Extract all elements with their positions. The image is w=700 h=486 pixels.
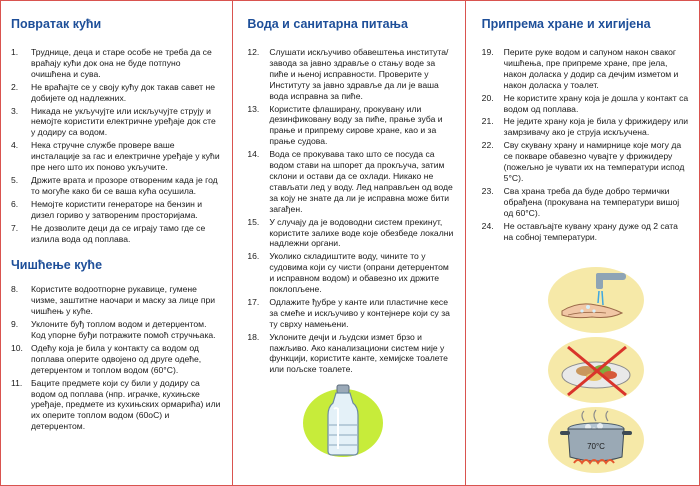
- list-item-text: Сва храна треба да буде добро термички обрађена (прокувана на температури вишој од 60°C).: [503, 185, 680, 218]
- column-water-sanitation: [233, 1, 465, 485]
- list-item: [11, 223, 222, 245]
- heading-returning-home: Повратак кући: [11, 17, 102, 31]
- list-item-number: 8.: [11, 284, 19, 295]
- list-item: [482, 116, 689, 138]
- list-item: [11, 319, 222, 341]
- list-item-number: 12.: [247, 47, 260, 57]
- list-item: [11, 140, 222, 173]
- list-item-number: 11.: [11, 377, 23, 388]
- list-item-number: 16.: [247, 251, 260, 262]
- list-item: [11, 47, 222, 80]
- list-item-text: Не остављајте кувану храну дуже од 2 сата на собној температури.: [503, 220, 678, 242]
- list-item-number: 10.: [11, 342, 23, 353]
- list-item: [11, 378, 222, 433]
- list-item: [247, 332, 454, 376]
- list-food-hygiene: [482, 47, 689, 242]
- list-item-number: 15.: [247, 216, 260, 227]
- list-item-text: Одлажите ђубре у канте или пластичне кесе за смеће и искључиво у контејнере који су за ту сврху намењени.: [269, 296, 450, 329]
- list-item-text: Не враћајте се у своју кућу док такав савет не добијете од надлежних.: [31, 81, 216, 103]
- list-item-text: Баците предмете који су били у додиру са водом од поплава (нпр. играчке, кухињске уређаје, предмете из кухињских ормарића) или их оперите топлом водом (60оС) и детерџентом.: [31, 377, 221, 432]
- list-item-text: Труднице, деца и старе особе не треба да се враћају кући док она не буде потпуно очишћена и сува.: [31, 47, 212, 79]
- list-item: [11, 106, 222, 139]
- cooking-pot-icon: [548, 407, 644, 473]
- list-item: [482, 140, 689, 184]
- list-item-text: Не користите храну која је дошла у контакт са водом од поплава.: [503, 92, 689, 114]
- hygiene-illustrations: [548, 267, 652, 477]
- list-item: [482, 47, 689, 91]
- list-item: [247, 217, 454, 250]
- list-returning-home: [11, 47, 222, 244]
- list-item-text: У случају да је водоводни систем прекинут, користите залихе воде које обезбеде локални надлежни органи.: [269, 216, 454, 249]
- list-house-cleaning: [11, 284, 222, 432]
- list-item-number: 21.: [481, 116, 494, 127]
- list-item: [247, 251, 454, 295]
- handwashing-icon: [548, 267, 644, 333]
- list-item-text: Не једите храну која је била у фрижидеру или замрзивачу ако је струја искључена.: [503, 116, 689, 138]
- list-water-sanitation: [247, 47, 454, 375]
- column-returning-home: [1, 1, 233, 485]
- list-item-number: 19.: [481, 47, 494, 57]
- list-item-number: 5.: [11, 174, 19, 185]
- list-item: [247, 149, 454, 214]
- list-item-text: Никада не укључујте или искључујте струју и немојте користити електричне уређаје док сте у додиру са водом.: [31, 105, 216, 138]
- list-item-number: 20.: [481, 92, 494, 103]
- list-item: [11, 284, 222, 317]
- list-item-number: 17.: [247, 296, 260, 307]
- list-item-text: Користите флаширану, прокувану или дезинфиковану воду за пиће, прање зуба и прање и припрему сирове хране, као и за прање судова.: [269, 103, 443, 147]
- list-item-text: Сву скувану храну и намирнице које могу да се покваре обавезно чувајте у фрижидеру (пожељно је чувати их на температури испод 5°C).: [503, 140, 685, 183]
- list-item-text: Уколико складиштите воду, чините то у судовима који су чисти (опрани детерџентом и исправном водом) и обавезно их држите поклопљене.: [269, 251, 449, 295]
- list-item-text: Немојте користити генераторе на бензин и дизел гориво у затвореним просторијама.: [31, 198, 203, 220]
- list-item: [482, 93, 689, 115]
- water-bottle-icon: [301, 377, 385, 461]
- list-item-number: 18.: [247, 331, 260, 342]
- list-item-text: Слушати искључиво обавештења института/завода за јавно здравље о стању воде за пиће и њеној исправности. Проверите у Институту за јавно здравље да ли је ваша вода исправна за пиће.: [269, 47, 449, 101]
- list-item: [11, 343, 222, 376]
- list-item-text: Одећу која је била у контакту са водом од поплава оперите одвојено од друге одеће, детерџентом и топлом водом (60°C).: [31, 342, 202, 375]
- list-item-number: 3.: [11, 105, 19, 116]
- list-item-number: 23.: [481, 185, 494, 196]
- pot-temperature-label: 70°C: [586, 442, 605, 451]
- list-item: [11, 175, 222, 197]
- list-item-number: 22.: [481, 140, 494, 151]
- heading-food-hygiene: Припрема хране и хигијена: [481, 17, 651, 31]
- list-item-text: Уклоните буђ топлом водом и детерџентом. Код упорне буђи потражите помоћ стручњака.: [31, 319, 216, 341]
- list-item: [247, 297, 454, 330]
- list-item-text: Не дозволите деци да се играју тамо где се излила вода од поплава.: [31, 222, 206, 244]
- list-item-text: Вода се прокувава тако што се посуда са водом стави на шпорет да прокључа, затим склони и остави да се охлади. Никако не стављати лед у воду. Лед направљен од воде за коју не знате да ли је исправна може бити загађен.: [269, 149, 453, 214]
- list-item-number: 9.: [11, 319, 19, 330]
- list-item-text: Нека стручне службе провере ваше инсталације за гас и електричне уређаје у кући пре него што их поново укључите.: [31, 140, 220, 173]
- list-item: [247, 104, 454, 148]
- cooking-pot-illustration: [548, 407, 644, 473]
- list-item: [11, 82, 222, 104]
- list-item-number: 13.: [247, 103, 260, 114]
- list-item-number: 2.: [11, 81, 19, 92]
- list-item-number: 14.: [247, 149, 260, 160]
- column-food-hygiene: [466, 1, 699, 485]
- no-food-icon: [548, 337, 644, 403]
- list-item-number: 1.: [11, 47, 19, 57]
- list-item-text: Уклоните дечји и људски измет брзо и пажљиво. Ако канализациони систем није у функцији, користите канте, хемијске тоалете или пољске тоалете.: [269, 331, 448, 375]
- list-item-text: Користите водоотпорне рукавице, гумене чизме, заштитне наочари и маску за лице при чишћењ у куће.: [31, 284, 216, 317]
- handwashing-illustration: [548, 267, 644, 333]
- list-item-text: Перите руке водом и сапуном након сваког чишћења, пре припреме хране, пре јела, након доласка у додир са дечјим изметом и након доласка у тоалет.: [503, 47, 679, 90]
- list-item-number: 6.: [11, 198, 19, 209]
- list-item: [482, 221, 689, 243]
- water-bottle-illustration: [301, 377, 385, 461]
- list-item: [247, 47, 454, 102]
- spoiled-food-illustration: [548, 337, 644, 403]
- heading-house-cleaning: Чишћење куће: [11, 258, 103, 273]
- heading-water-sanitation: Вода и санитарна питања: [247, 17, 408, 31]
- list-item: [11, 199, 222, 221]
- list-item-text: Држите врата и прозоре отвореним када је год то могуће како би се ваша кућа осушила.: [31, 174, 218, 196]
- list-item: [482, 186, 689, 219]
- list-item-number: 4.: [11, 140, 19, 151]
- list-item-number: 7.: [11, 222, 19, 233]
- list-item-number: 24.: [481, 220, 494, 231]
